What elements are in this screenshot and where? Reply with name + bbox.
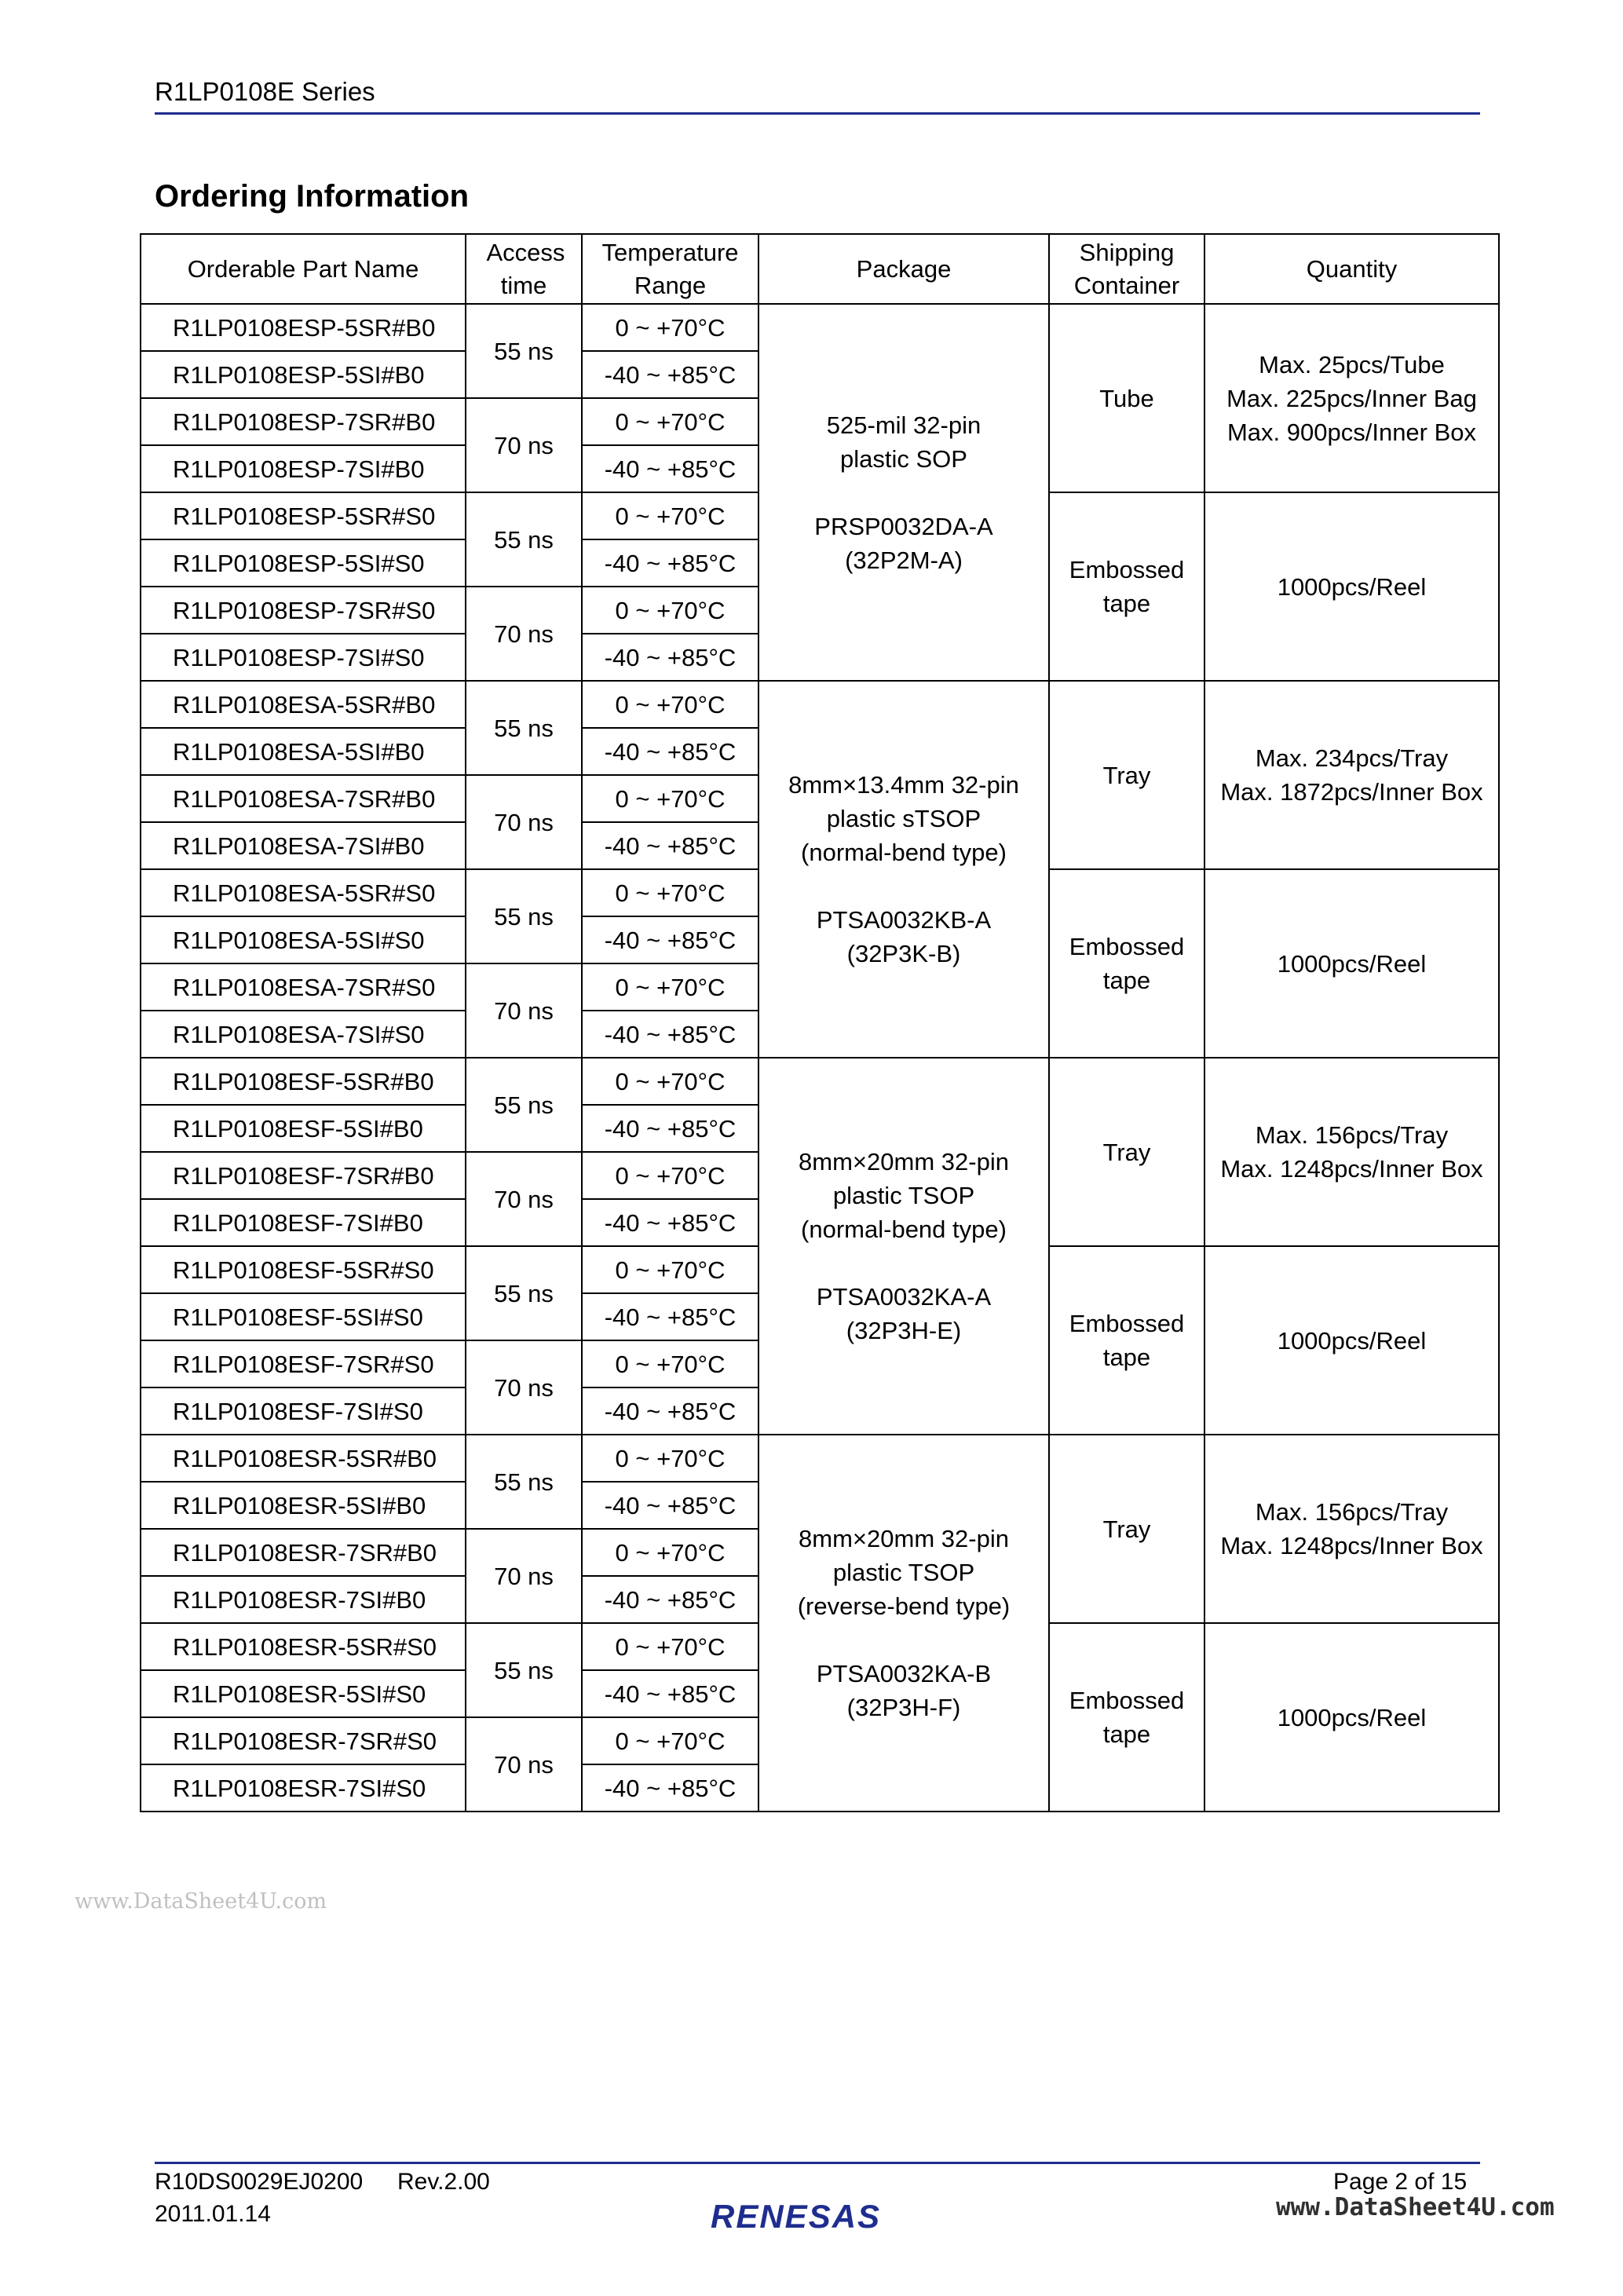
temperature-cell: 0 ~ +70°C <box>582 587 758 634</box>
quantity-cell <box>1204 681 1499 869</box>
cell-line: Tray <box>1102 1515 1151 1543</box>
temperature-cell: 0 ~ +70°C <box>582 1623 758 1670</box>
part-name-cell: R1LP0108ESR-7SR#S0 <box>141 1717 466 1764</box>
temperature-cell: 0 ~ +70°C <box>582 304 758 351</box>
cell-line: Embossed <box>1069 1687 1185 1714</box>
cell-line: Embossed <box>1069 1310 1185 1337</box>
header-quantity: Quantity <box>1204 234 1499 304</box>
cell-line: 8mm×20mm 32-pin <box>799 1525 1009 1552</box>
part-name-cell: R1LP0108ESR-5SI#S0 <box>141 1670 466 1717</box>
cell-line: (normal-bend type) <box>801 1216 1007 1243</box>
quantity-cell <box>1204 1623 1499 1812</box>
cell-line: Max. 1872pcs/Inner Box <box>1220 778 1483 806</box>
cell-line: PTSA0032KB-A <box>816 906 992 934</box>
cell-line: (32P3H-E) <box>846 1317 962 1344</box>
table-row <box>141 1058 1499 1105</box>
cell-line: tape <box>1102 590 1151 617</box>
cell-line: PRSP0032DA-A <box>814 512 993 540</box>
cell-line: Tray <box>1102 1138 1151 1166</box>
shipping-container-cell <box>1049 1058 1204 1246</box>
footer-page-number: Page 2 of 15 <box>1333 2169 1468 2195</box>
cell-line: (32P2M-A) <box>845 546 963 574</box>
temperature-cell: -40 ~ +85°C <box>582 539 758 587</box>
access-time-cell: 70 ns <box>466 398 582 492</box>
temperature-cell: 0 ~ +70°C <box>582 1340 758 1387</box>
temperature-cell: -40 ~ +85°C <box>582 1670 758 1717</box>
header-shipping-container: Shipping Container <box>1049 234 1204 304</box>
header-part-name: Orderable Part Name <box>141 234 466 304</box>
part-name-cell: R1LP0108ESP-7SR#S0 <box>141 587 466 634</box>
quantity-cell <box>1204 1058 1499 1246</box>
temperature-cell: -40 ~ +85°C <box>582 1105 758 1152</box>
part-name-cell: R1LP0108ESP-5SI#B0 <box>141 351 466 398</box>
part-name-cell: R1LP0108ESP-7SR#B0 <box>141 398 466 445</box>
part-name-cell: R1LP0108ESA-7SR#S0 <box>141 963 466 1011</box>
cell-line: (normal-bend type) <box>801 839 1007 866</box>
cell-line: PTSA0032KA-B <box>816 1660 992 1687</box>
part-name-cell: R1LP0108ESR-7SI#S0 <box>141 1764 466 1812</box>
temperature-cell: -40 ~ +85°C <box>582 634 758 681</box>
cell-line: (32P3K-B) <box>846 940 961 967</box>
access-time-cell: 70 ns <box>466 1152 582 1246</box>
quantity-cell <box>1204 1435 1499 1623</box>
cell-line: tape <box>1102 967 1151 994</box>
access-time-cell: 70 ns <box>466 1529 582 1623</box>
shipping-container-cell <box>1049 681 1204 869</box>
access-time-cell: 55 ns <box>466 1623 582 1717</box>
access-time-cell: 55 ns <box>466 1058 582 1152</box>
part-name-cell: R1LP0108ESF-7SR#B0 <box>141 1152 466 1199</box>
cell-line: Max. 225pcs/Inner Bag <box>1226 384 1477 412</box>
temperature-cell: 0 ~ +70°C <box>582 1152 758 1199</box>
temperature-cell: 0 ~ +70°C <box>582 398 758 445</box>
cell-line: PTSA0032KA-A <box>816 1283 992 1311</box>
access-time-cell: 70 ns <box>466 587 582 681</box>
cell-line: Max. 156pcs/Tray <box>1255 1498 1449 1526</box>
footer-revision: Rev.2.00 <box>397 2169 490 2195</box>
watermark-left: www.DataSheet4U.com <box>75 1889 327 1914</box>
cell-line: Max. 25pcs/Tube <box>1259 350 1445 378</box>
quantity-cell <box>1204 1246 1499 1435</box>
part-name-cell: R1LP0108ESF-7SI#S0 <box>141 1387 466 1435</box>
header-rule <box>155 112 1480 115</box>
table-row <box>141 304 1499 351</box>
shipping-container-cell <box>1049 1623 1204 1812</box>
part-name-cell: R1LP0108ESA-5SI#S0 <box>141 916 466 963</box>
temperature-cell: 0 ~ +70°C <box>582 1058 758 1105</box>
cell-line: Embossed <box>1069 933 1185 960</box>
cell-line: Max. 900pcs/Inner Box <box>1226 418 1477 446</box>
part-name-cell: R1LP0108ESP-7SI#S0 <box>141 634 466 681</box>
part-name-cell: R1LP0108ESA-5SR#S0 <box>141 869 466 916</box>
part-name-cell: R1LP0108ESR-5SR#S0 <box>141 1623 466 1670</box>
part-name-cell: R1LP0108ESF-5SR#B0 <box>141 1058 466 1105</box>
header-access-time: Access time <box>466 234 582 304</box>
cell-line: plastic TSOP <box>832 1182 975 1209</box>
temperature-cell: -40 ~ +85°C <box>582 1293 758 1340</box>
temperature-cell: -40 ~ +85°C <box>582 351 758 398</box>
temperature-cell: 0 ~ +70°C <box>582 1529 758 1576</box>
shipping-container-cell <box>1049 1246 1204 1435</box>
renesas-logo <box>711 2196 915 2236</box>
table-header-row <box>141 234 1499 304</box>
footer-rule <box>155 2162 1480 2164</box>
document-series-title: R1LP0108E Series <box>155 77 375 106</box>
watermark-right: www.DataSheet4U.com <box>1276 2193 1555 2221</box>
package-cell <box>758 1435 1049 1812</box>
cell-line: Embossed <box>1069 556 1185 583</box>
temperature-cell: 0 ~ +70°C <box>582 1246 758 1293</box>
access-time-cell: 55 ns <box>466 869 582 963</box>
package-cell <box>758 681 1049 1058</box>
cell-line: 1000pcs/Reel <box>1277 949 1427 978</box>
cell-line: 8mm×13.4mm 32-pin <box>788 771 1019 799</box>
cell-line: plastic TSOP <box>832 1559 975 1586</box>
package-cell <box>758 304 1049 681</box>
access-time-cell: 70 ns <box>466 963 582 1058</box>
temperature-cell: 0 ~ +70°C <box>582 1435 758 1482</box>
cell-line: Tube <box>1099 384 1154 412</box>
header-temperature-range: Temperature Range <box>582 234 758 304</box>
part-name-cell: R1LP0108ESF-7SR#S0 <box>141 1340 466 1387</box>
access-time-cell: 55 ns <box>466 492 582 587</box>
cell-line: Tray <box>1102 761 1151 789</box>
access-time-cell: 70 ns <box>466 775 582 869</box>
part-name-cell: R1LP0108ESF-5SR#S0 <box>141 1246 466 1293</box>
cell-line: Max. 234pcs/Tray <box>1255 744 1449 772</box>
part-name-cell: R1LP0108ESF-7SI#B0 <box>141 1199 466 1246</box>
shipping-container-cell <box>1049 869 1204 1058</box>
temperature-cell: -40 ~ +85°C <box>582 728 758 775</box>
temperature-cell: -40 ~ +85°C <box>582 445 758 492</box>
access-time-cell: 55 ns <box>466 681 582 775</box>
table-row <box>141 1435 1499 1482</box>
shipping-container-cell <box>1049 1435 1204 1623</box>
quantity-cell <box>1204 304 1499 492</box>
footer-date: 2011.01.14 <box>155 2201 271 2227</box>
part-name-cell: R1LP0108ESA-7SI#B0 <box>141 822 466 869</box>
table-row <box>141 681 1499 728</box>
part-name-cell: R1LP0108ESR-7SI#B0 <box>141 1576 466 1623</box>
cell-line: plastic SOP <box>840 444 967 473</box>
temperature-cell: -40 ~ +85°C <box>582 822 758 869</box>
cell-line: (32P3H-F) <box>846 1694 961 1721</box>
cell-line <box>759 1623 1048 1657</box>
package-cell <box>758 1058 1049 1435</box>
access-time-cell: 55 ns <box>466 1246 582 1340</box>
part-name-cell: R1LP0108ESA-7SI#S0 <box>141 1011 466 1058</box>
cell-line <box>759 1246 1048 1280</box>
part-name-cell: R1LP0108ESP-7SI#B0 <box>141 445 466 492</box>
renesas-logo-text: RENESAS <box>711 2198 882 2235</box>
part-name-cell: R1LP0108ESR-5SI#B0 <box>141 1482 466 1529</box>
cell-line: Max. 1248pcs/Inner Box <box>1220 1155 1483 1183</box>
cell-line: tape <box>1102 1720 1151 1748</box>
temperature-cell: 0 ~ +70°C <box>582 492 758 539</box>
ordering-table <box>140 233 1500 1812</box>
part-name-cell: R1LP0108ESF-5SI#S0 <box>141 1293 466 1340</box>
temperature-cell: 0 ~ +70°C <box>582 775 758 822</box>
temperature-cell: -40 ~ +85°C <box>582 1011 758 1058</box>
cell-line <box>759 869 1048 903</box>
temperature-cell: -40 ~ +85°C <box>582 1764 758 1812</box>
quantity-cell <box>1204 492 1499 681</box>
cell-line <box>759 476 1048 510</box>
cell-line: 1000pcs/Reel <box>1277 572 1427 601</box>
temperature-cell: -40 ~ +85°C <box>582 1482 758 1529</box>
temperature-cell: -40 ~ +85°C <box>582 1576 758 1623</box>
cell-line: 8mm×20mm 32-pin <box>799 1148 1009 1175</box>
shipping-container-cell <box>1049 492 1204 681</box>
part-name-cell: R1LP0108ESR-7SR#B0 <box>141 1529 466 1576</box>
quantity-cell <box>1204 869 1499 1058</box>
access-time-cell: 55 ns <box>466 304 582 398</box>
access-time-cell: 55 ns <box>466 1435 582 1529</box>
cell-line: tape <box>1102 1344 1151 1371</box>
part-name-cell: R1LP0108ESA-5SI#B0 <box>141 728 466 775</box>
temperature-cell: 0 ~ +70°C <box>582 869 758 916</box>
part-name-cell: R1LP0108ESF-5SI#B0 <box>141 1105 466 1152</box>
temperature-cell: -40 ~ +85°C <box>582 1387 758 1435</box>
temperature-cell: -40 ~ +85°C <box>582 916 758 963</box>
table-body <box>141 304 1499 1812</box>
cell-line: 1000pcs/Reel <box>1277 1703 1427 1731</box>
part-name-cell: R1LP0108ESP-5SR#B0 <box>141 304 466 351</box>
footer-doc-id: R10DS0029EJ0200 <box>155 2169 364 2195</box>
cell-line: (reverse-bend type) <box>797 1592 1011 1620</box>
part-name-cell: R1LP0108ESA-7SR#B0 <box>141 775 466 822</box>
part-name-cell: R1LP0108ESP-5SI#S0 <box>141 539 466 587</box>
access-time-cell: 70 ns <box>466 1340 582 1435</box>
part-name-cell: R1LP0108ESP-5SR#S0 <box>141 492 466 539</box>
cell-line: Max. 156pcs/Tray <box>1255 1121 1449 1149</box>
cell-line: 1000pcs/Reel <box>1277 1326 1427 1355</box>
header-package: Package <box>758 234 1049 304</box>
temperature-cell: 0 ~ +70°C <box>582 963 758 1011</box>
temperature-cell: 0 ~ +70°C <box>582 681 758 728</box>
shipping-container-cell <box>1049 304 1204 492</box>
temperature-cell: -40 ~ +85°C <box>582 1199 758 1246</box>
section-title: Ordering Information <box>155 179 469 214</box>
cell-line: Max. 1248pcs/Inner Box <box>1220 1532 1483 1559</box>
part-name-cell: R1LP0108ESA-5SR#B0 <box>141 681 466 728</box>
cell-line: plastic sTSOP <box>826 805 981 832</box>
temperature-cell: 0 ~ +70°C <box>582 1717 758 1764</box>
part-name-cell: R1LP0108ESR-5SR#B0 <box>141 1435 466 1482</box>
cell-line: 525-mil 32-pin <box>826 411 981 439</box>
access-time-cell: 70 ns <box>466 1717 582 1812</box>
